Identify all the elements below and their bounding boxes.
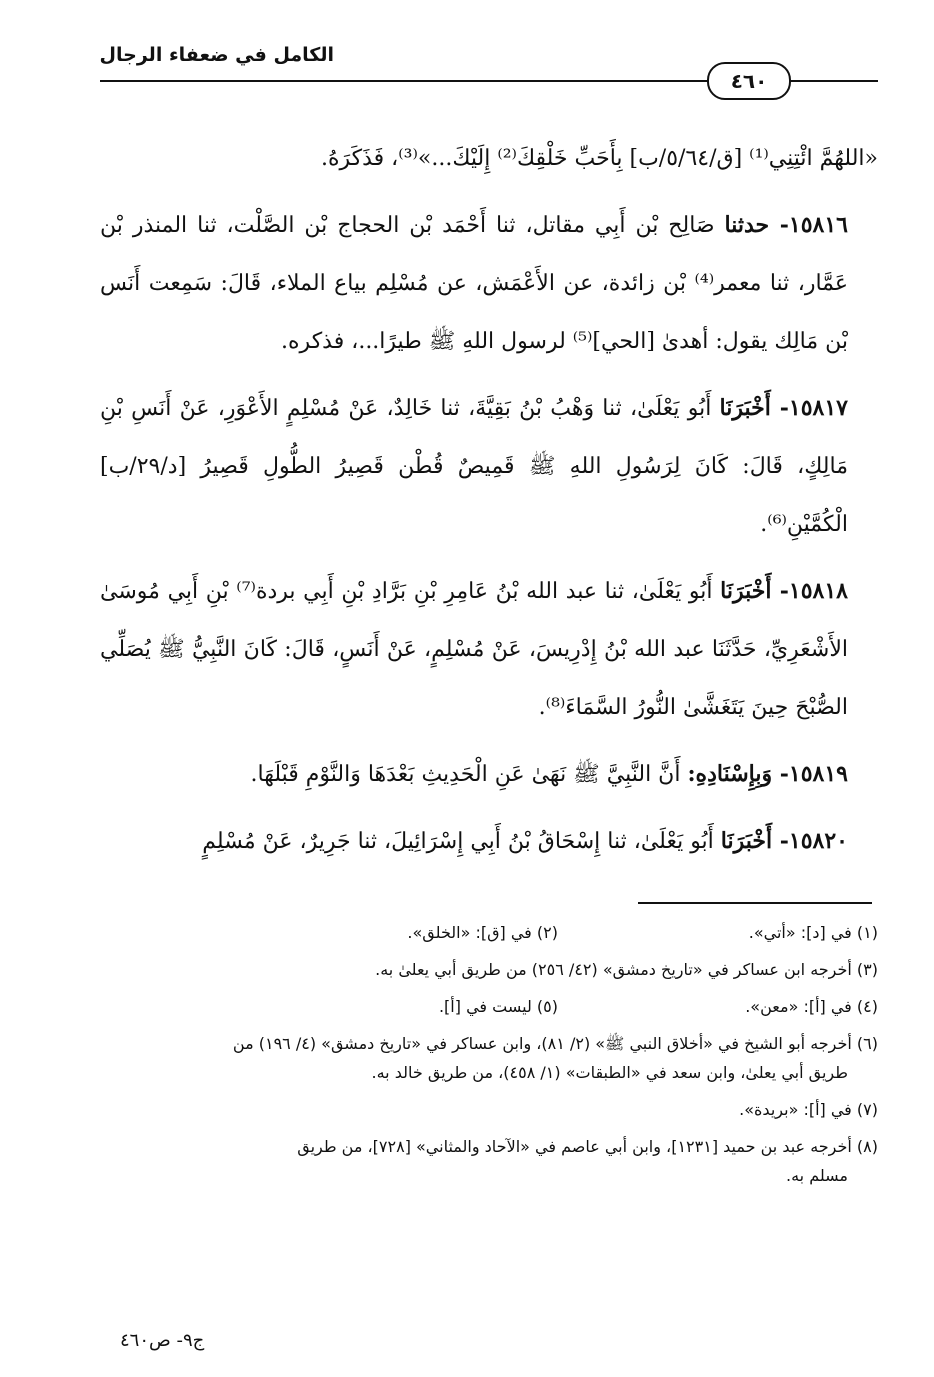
footnote-row xyxy=(100,918,878,947)
hadith-15819 xyxy=(100,745,878,804)
volume-page-reference: ج٩- ص٤٦٠ xyxy=(120,1330,205,1351)
running-title: الكامل في ضعفاء الرجال xyxy=(99,44,334,66)
footnote-2: (٢) في [ق]: «الخلق». xyxy=(407,923,558,942)
hadith-text: صَالِح بْن أَبِي مقاتل، ثنا أَحْمَد بْن الحجاج بْن الصَّلْت، ثنا المنذر بْن عَمَّار، ثنا معمر⁽⁴⁾ بْن زائدة، عن الأَعْمَش، عن مُسْلِم بياع الملاء، قَالَ: سَمِعت أَنَس بْن مَالِك يقول: أهدىٰ [الحي]⁽⁵⁾ لرسول اللهِ ﷺ طيرًا...، فذكره. xyxy=(100,213,849,354)
page-number: ٤٦٠ xyxy=(707,62,791,100)
hadith-number: ١٥٨١٨- أَخْبَرَنَا xyxy=(720,578,848,604)
paragraph-1: «اللهُمَّ ائْتِنِي⁽¹⁾ [ق/٥/٦٤/ب] بِأَحَبِّ خَلْقِكَ⁽²⁾ إِلَيْكَ...»⁽³⁾، فَذَكَرَهُ. xyxy=(320,146,878,171)
footnote-8-line: (٨) أخرجه عبد بن حميد [١٢٣١]، وابن أبي عاصم في «الآحاد والمثاني» [٧٢٨]، من طريق xyxy=(297,1137,878,1156)
footnote-6 xyxy=(100,1029,878,1087)
footnote-1: (١) في [د]: «أتي». xyxy=(748,923,878,942)
footnote-3: (٣) أخرجه ابن عساكر في «تاريخ دمشق» (٤٢/ ٢٥٦) من طريق أبي يعلىٰ به. xyxy=(375,960,878,979)
hadith-15820 xyxy=(100,812,878,871)
hadith-15817 xyxy=(100,379,878,554)
footnotes xyxy=(100,918,878,1198)
footnote-6-continuation: طريق أبي يعلىٰ، وابن سعد في «الطبقات» (١/ ٤٥٨)، من طريق خالد به. xyxy=(371,1063,848,1082)
footnote-7: (٧) في [أ]: «بريدة». xyxy=(739,1100,878,1119)
footnote-8-continuation: مسلم به. xyxy=(786,1166,848,1185)
hadith-text: أَنَّ النَّبِيَّ ﷺ نَهَىٰ عَنِ الْحَدِيثِ بَعْدَهَا وَالنَّوْمِ قَبْلَهَا. xyxy=(250,762,688,787)
hadith-number: ١٥٨١٦- حدثنا xyxy=(724,212,848,238)
hadith-15816 xyxy=(100,196,878,371)
footnote-row xyxy=(100,992,878,1021)
footnote-separator xyxy=(638,902,872,904)
main-text xyxy=(100,130,878,879)
hadith-text: أَبُو يَعْلَىٰ، ثنا عبد الله بْنُ عَامِرِ بْنِ بَرَّادِ بْنِ أَبِي بردة⁽⁷⁾ بْنِ أَبِي مُوسَىٰ الأَشْعَرِيِّ، حَدَّثَنَا عبد الله بْنُ إِدْرِيسَ، عَنْ مُسْلِمٍ، عَنْ أَنَسٍ، قَالَ: كَانَ النَّبِيُّ ﷺ يُصَلِّي الصُّبْحَ حِينَ يَتَغَشَّىٰ النُّورُ السَّمَاءَ⁽⁸⁾. xyxy=(100,579,848,720)
hadith-number: ١٥٨٢٠- أَخْبَرَنَا xyxy=(720,828,848,854)
footnote-4: (٤) في [أ]: «معن». xyxy=(745,997,878,1016)
hadith-15818 xyxy=(100,562,878,737)
footnote-5: (٥) ليست في [أ]. xyxy=(438,997,558,1016)
footnote-8 xyxy=(100,1132,878,1190)
hadith-number: ١٥٨١٩- وَبِإِسْنَادِهِ: xyxy=(687,761,848,787)
hadith-text: أَبُو يَعْلَىٰ، ثنا وَهْبُ بْنُ بَقِيَّةَ، ثنا خَالِدٌ، عَنْ مُسْلِمٍ الأَعْوَرِ، عَنْ أَنَسِ بْنِ مَالِكٍ، قَالَ: كَانَ لِرَسُولِ اللهِ ﷺ قَمِيصٌ قُطْن قَصِيرُ الطُّولِ قَصِيرُ [د/٢٩/ب] الْكُمَّيْنِ⁽⁶⁾. xyxy=(100,396,848,537)
hadith-text: أَبُو يَعْلَىٰ، ثنا إِسْحَاقُ بْنُ أَبِي إِسْرَائِيلَ، ثنا جَرِيرٌ، عَنْ مُسْلِمٍ xyxy=(202,829,721,854)
footnote-6-line: (٦) أخرجه أبو الشيخ في «أخلاق النبي ﷺ» (٢/ ٨١)، وابن عساكر في «تاريخ دمشق» (٤/ ١٩٦) من xyxy=(232,1034,878,1053)
hadith-number: ١٥٨١٧- أَخْبَرَنَا xyxy=(719,395,848,421)
